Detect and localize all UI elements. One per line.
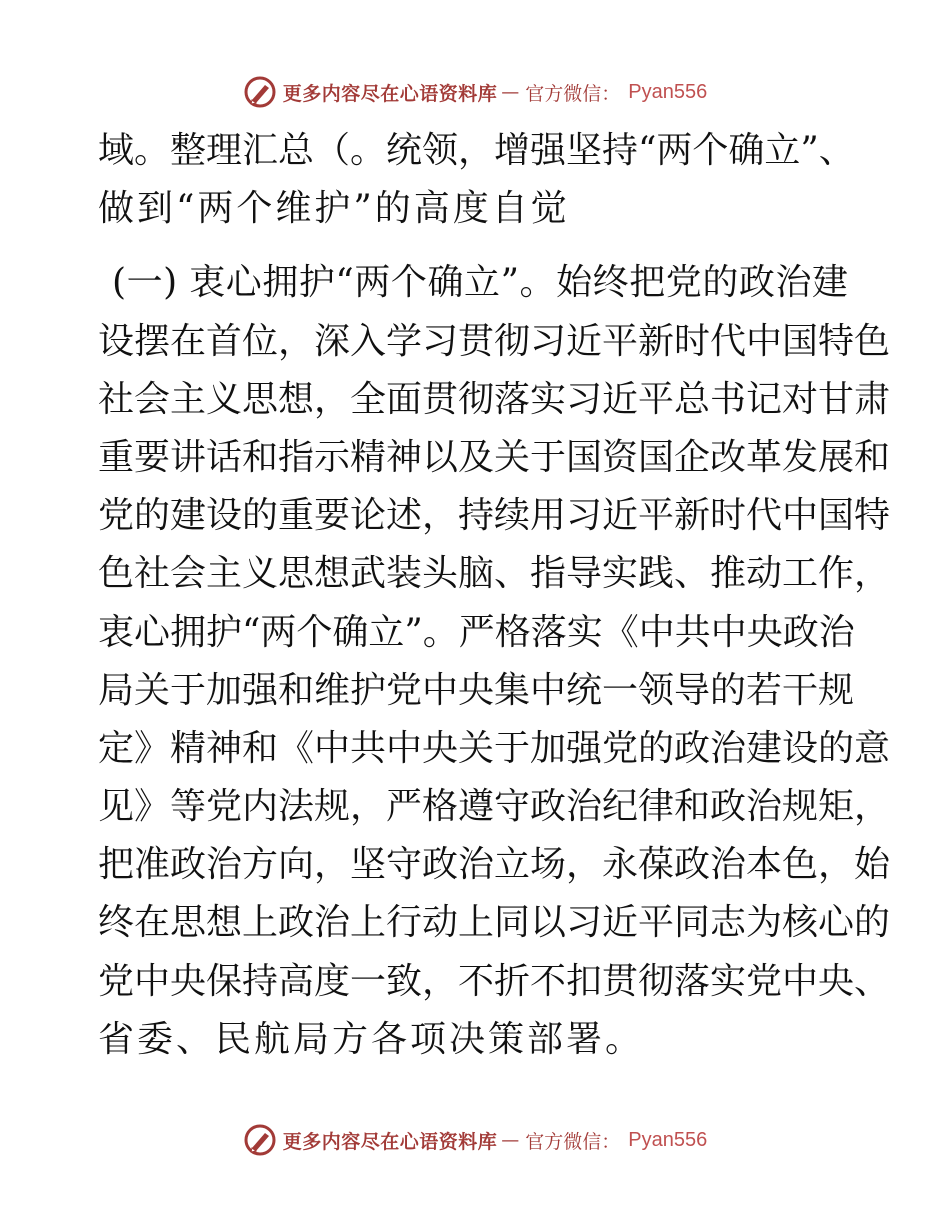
paragraph-1	[98, 122, 855, 238]
text-line: 社会主义思想，全面贯彻落实习近平总书记对甘肃	[98, 378, 891, 420]
text-line: 党的建设的重要论述，持续用习近平新时代中国特	[98, 495, 891, 537]
text-line: (一) 衷心拥护“两个确立”。始终把党的政治建	[112, 262, 848, 304]
text-line: 设摆在首位，深入学习贯彻习近平新时代中国特色	[98, 320, 891, 362]
banner-wechat-id: Pyan556	[628, 1128, 708, 1151]
text-line: 见》等党内法规，严格遵守政治纪律和政治规矩，	[98, 786, 891, 828]
text-line: 党中央保持高度一致，不折不扣贯彻落实党中央、	[98, 960, 891, 1002]
pen-logo-icon	[243, 1123, 277, 1157]
banner-title: 更多内容尽在心语资料库	[282, 1130, 498, 1153]
document-body	[98, 122, 891, 1069]
paragraph-2	[98, 254, 891, 1069]
banner-dash: —	[501, 1129, 520, 1151]
footer-watermark-banner	[0, 1120, 950, 1160]
header-watermark-banner	[0, 72, 950, 112]
banner-dash: —	[501, 81, 520, 103]
banner-wechat-id: Pyan556	[628, 80, 708, 103]
banner-title: 更多内容尽在心语资料库	[282, 82, 498, 105]
text-line: 衷心拥护“两个确立”。严格落实《中共中央政治	[98, 611, 855, 653]
text-line: 把准政治方向，坚守政治立场，永葆政治本色，始	[98, 844, 891, 886]
banner-wechat-label: 官方微信：	[525, 82, 621, 105]
text-line: 色社会主义思想武装头脑、指导实践、推动工作，	[98, 553, 891, 595]
banner-wechat-label: 官方微信：	[525, 1130, 621, 1153]
text-line: 省委、民航局方各项决策部署。	[98, 1018, 645, 1060]
text-line: 做到“两个维护”的高度自觉	[98, 188, 570, 230]
pen-logo-icon	[243, 75, 277, 109]
text-line: 定》精神和《中共中央关于加强党的政治建设的意	[98, 727, 891, 769]
text-line: 重要讲话和指示精神以及关于国资国企改革发展和	[98, 436, 891, 478]
text-line: 终在思想上政治上行动上同以习近平同志为核心的	[98, 902, 891, 944]
text-line: 域。整理汇总（。统领，增强坚持“两个确立”、	[98, 130, 855, 171]
text-line: 局关于加强和维护党中央集中统一领导的若干规	[98, 669, 855, 711]
